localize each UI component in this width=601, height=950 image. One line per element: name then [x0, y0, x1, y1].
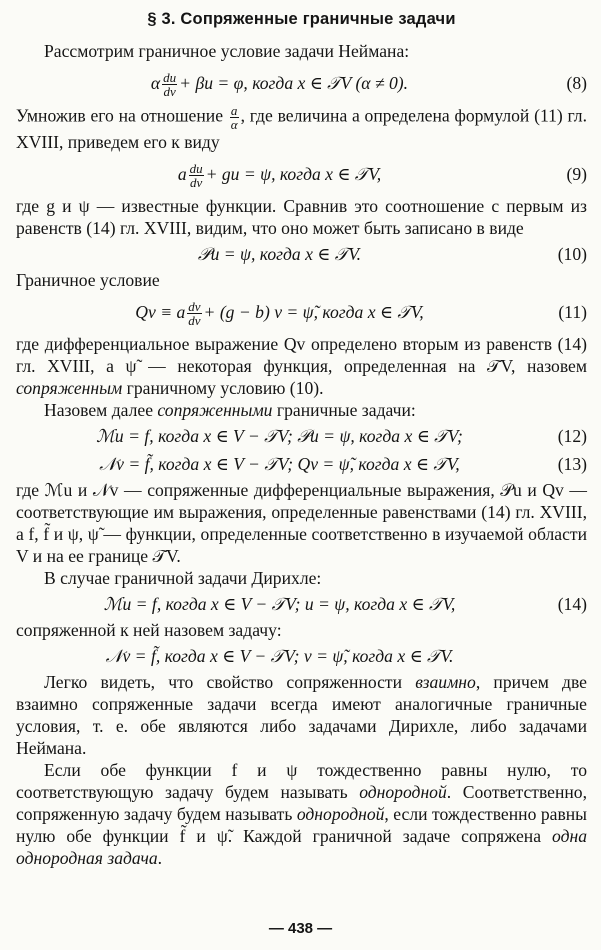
eq11-frac-den: dν	[188, 313, 201, 329]
p11-d: .	[157, 848, 163, 868]
equation-11-body	[16, 295, 543, 329]
p5-end: граничному условию (10).	[122, 378, 324, 398]
equation-13	[16, 451, 587, 477]
p6-end: граничные задачи:	[272, 400, 416, 420]
equation-12-body	[16, 423, 543, 449]
eq8-fraction	[162, 71, 177, 98]
eq8-rest: + βu = φ, когда x ∈ 𝒯V (α ≠ 0).	[179, 73, 409, 93]
p11-emphasis-2: однородной	[296, 804, 385, 824]
eq11-left: Qv ≡ a	[135, 302, 186, 322]
p10-start: Легко видеть, что свойство сопряженности	[44, 672, 416, 692]
equation-11	[16, 295, 587, 329]
equation-11-number: (11)	[558, 302, 587, 322]
eq8-frac-num: du	[163, 70, 177, 86]
paragraph-neumann-intro: Рассмотрим граничное условие задачи Неймана:	[44, 41, 410, 61]
eq13-math: 𝒩v = f̃, когда x ∈ V − 𝒯V; Qv = ψ̃, когда x ∈ 𝒯V,	[99, 454, 460, 474]
p11-b: . Соответственно, сопряженную задачу будем называть	[16, 782, 587, 824]
equation-9-number: (9)	[566, 164, 587, 184]
equation-8-number: (8)	[566, 73, 587, 93]
eq9-frac-den: dν	[189, 175, 203, 191]
paragraph-adjoint-problems	[16, 399, 587, 421]
eq9-frac-num: du	[189, 161, 203, 177]
paragraph-adjoint-dirichlet: сопряженной к ней назовем задачу:	[16, 620, 282, 640]
eq8-alpha: α	[150, 73, 161, 93]
equation-9	[16, 157, 587, 191]
p2-end: , где величина a определена формулой (11) гл. XVIII, приведем его к виду	[16, 105, 587, 152]
p11-emphasis-1: однородной	[359, 782, 447, 802]
p2-frac-num: a	[230, 103, 238, 118]
eq11-fraction	[187, 300, 201, 327]
eq14-math: ℳu = f, когда x ∈ V − 𝒯V; u = ψ, когда x ∈ 𝒯V,	[103, 594, 456, 614]
eq9-fraction	[189, 162, 204, 189]
paragraph-homogeneous	[16, 759, 587, 869]
paragraph-mutual	[16, 671, 587, 759]
equation-14	[16, 591, 587, 617]
equation-10	[16, 241, 587, 267]
p2-start: Умножив его на отношение	[16, 105, 223, 126]
eq15-math: 𝒩v = f̃, когда x ∈ V − 𝒯V; v = ψ̃, когда x ∈ 𝒯V.	[105, 646, 454, 666]
eq9-a: a	[177, 164, 187, 184]
eq11-frac-num: dv	[188, 299, 201, 315]
equation-8	[16, 66, 587, 100]
equation-unnumbered-body	[16, 643, 543, 669]
equation-14-number: (14)	[557, 594, 587, 614]
equation-10-body	[16, 241, 543, 267]
p11-emphasis-3: одна однородная задача	[16, 826, 587, 868]
equation-12	[16, 423, 587, 449]
paragraph-boundary-condition: Граничное условие	[16, 270, 160, 290]
equation-12-number: (12)	[557, 426, 587, 446]
eq9-rest: + gu = ψ, когда x ∈ 𝒯V,	[205, 164, 382, 184]
eq11-rest: + (g − b) v = ψ̃, когда x ∈ 𝒯V,	[203, 302, 424, 322]
p6-start: Назовем далее	[44, 400, 158, 420]
equation-10-number: (10)	[557, 244, 587, 264]
p2-frac-den: α	[230, 117, 238, 132]
equation-unnumbered	[16, 643, 587, 669]
eq10-math: 𝒫u = ψ, когда x ∈ 𝒯V.	[197, 244, 362, 264]
paragraph-known-functions: где g и ψ — известные функции. Сравнив это соотношение с первым из равенств (14) гл. XVIII, видим, что оно может быть записано в виде	[16, 196, 587, 238]
p10-emphasis: взаимно	[415, 672, 476, 692]
p10-end: , причем две взаимно сопряженные задачи всегда имеют аналогичные граничные условия, т. е. обе являются либо задачами Дирихле, либо задачами Неймана.	[16, 672, 587, 758]
paragraph-definitions: где ℳu и 𝒩v — сопряженные дифференциальные выражения, 𝒫u и Qv — соответствующие им выражения, определенные равенствами (14) гл. XVIII, а f, f̃ и ψ, ψ̃ — функции, определенные соответственно в изучаемой области V и на ее границе 𝒯V.	[16, 480, 587, 566]
eq8-frac-den: dν	[163, 84, 176, 100]
p5-start: где дифференциальное выражение Qv определено вторым из равенств (14) гл. XVIII, а ψ̃ — некоторая функция, определенная на 𝒯V, назовем	[16, 334, 587, 376]
paragraph-multiply	[16, 104, 587, 153]
p11-a: Если обе функции f и ψ тождественно равны нулю, то соответствующую задачу будем называть	[16, 760, 587, 802]
equation-14-body	[16, 591, 543, 617]
equation-13-body	[16, 451, 543, 477]
p11-c: , если тождественно равны нулю обе функции f̃ и ψ̃. Каждой граничной задаче сопряжена	[16, 804, 587, 846]
paragraph-adjoint-condition	[16, 333, 587, 399]
eq12-math: ℳu = f, когда x ∈ V − 𝒯V; 𝒫u = ψ, когда x ∈ 𝒯V;	[96, 426, 463, 446]
paragraph-dirichlet: В случае граничной задачи Дирихле:	[44, 568, 322, 588]
equation-13-number: (13)	[557, 454, 587, 474]
section-heading: § 3. Сопряженные граничные задачи	[147, 10, 456, 28]
equation-9-body	[16, 157, 543, 191]
p5-emphasis: сопряженным	[16, 378, 123, 398]
p6-emphasis: сопряженными	[157, 400, 273, 420]
p2-fraction	[230, 104, 239, 131]
equation-8-body	[16, 66, 543, 100]
page-number: — 438 —	[268, 920, 333, 937]
